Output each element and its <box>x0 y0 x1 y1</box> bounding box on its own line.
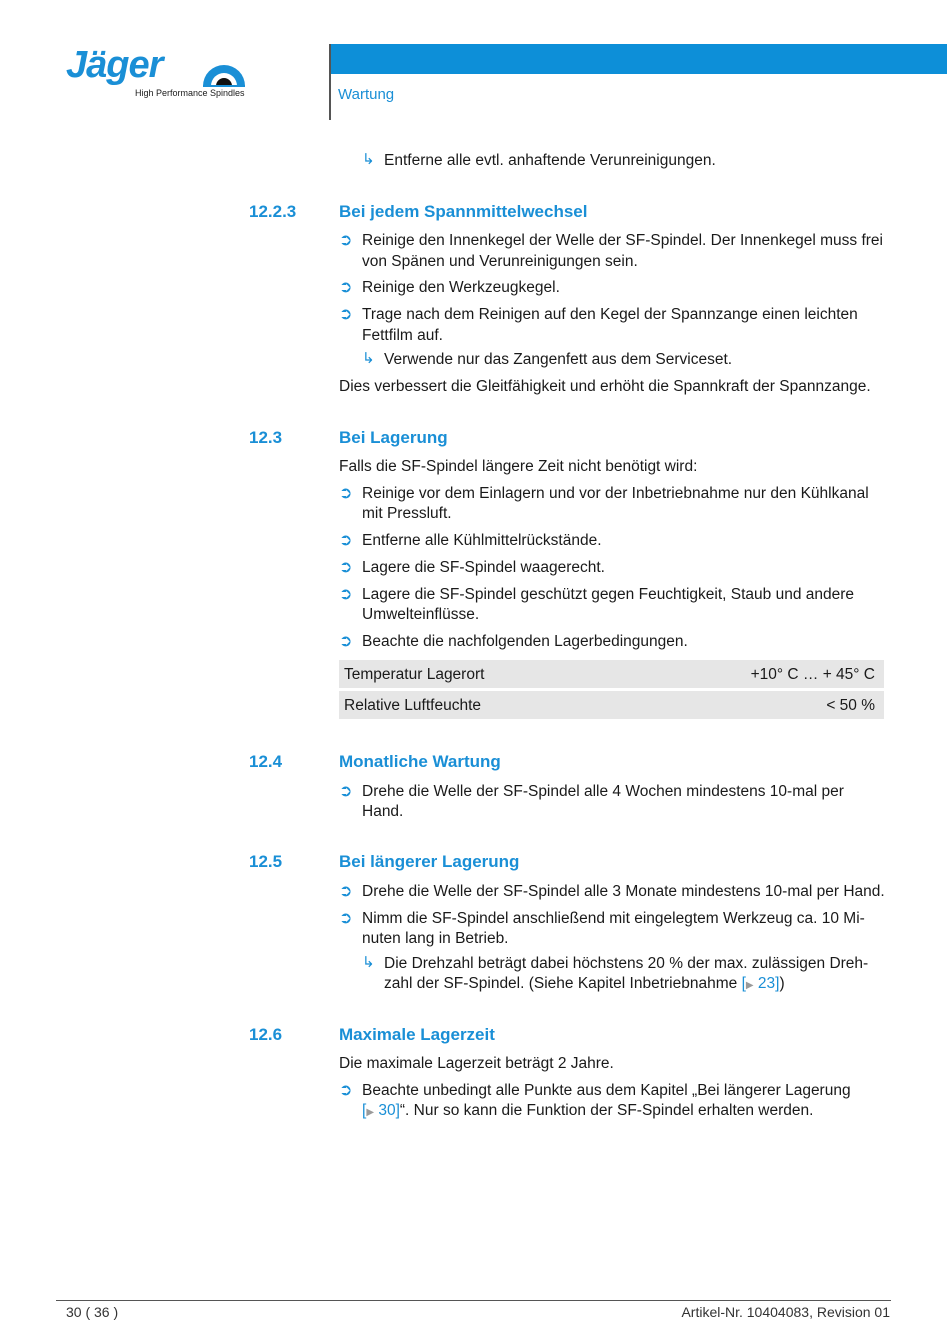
arrow-right-circle-icon: ➲ <box>339 586 353 603</box>
spindle-logo-icon <box>201 62 247 88</box>
step-text-segment: “. Nur so kann die Funktion der SF-Spindel erhalten werden. <box>399 1102 814 1119</box>
step-text: Lagere die SF-Spindel geschützt gegen Feuchtigkeit, Staub und andere <box>362 586 855 603</box>
section-number: 12.6 <box>249 1025 283 1044</box>
step-text <box>362 1100 813 1123</box>
section-number: 12.2.3 <box>249 202 297 221</box>
step-text: Drehe die Welle der SF-Spindel alle 4 Wochen mindestens 10-mal per <box>362 783 844 800</box>
step-text: Umwelteinflüsse. <box>362 606 480 623</box>
step-text: Lagere die SF-Spindel waagerecht. <box>362 559 605 576</box>
page-reference-number: 30 <box>378 1102 396 1119</box>
table-cell-value: +10° C … + 45° C <box>750 666 875 683</box>
step-text: von Spänen und Verunreinigungen sein. <box>362 253 638 270</box>
result-text: Entferne alle evtl. anhaftende Verunreinigungen. <box>384 152 716 169</box>
page-reference-number: 23 <box>757 975 776 992</box>
result-text-segment: ) <box>779 975 785 992</box>
result-arrow-icon: ↳ <box>362 350 375 367</box>
result-text-segment: zahl der SF-Spindel. (Siehe Kapitel Inbetriebnahme <box>384 975 742 992</box>
arrow-right-circle-icon: ➲ <box>339 1082 353 1099</box>
section-heading: Monatliche Wartung <box>339 752 501 771</box>
section-heading: Maximale Lagerzeit <box>339 1025 495 1044</box>
section-number: 12.5 <box>249 852 283 871</box>
section-heading: Bei längerer Lagerung <box>339 852 520 871</box>
brand-tagline: High Performance Spindles <box>135 88 245 98</box>
header-bar <box>331 44 947 74</box>
page-reference-link[interactable]: [▶ 23] <box>741 975 780 992</box>
step-text: Drehe die Welle der SF-Spindel alle 3 Monate mindestens 10-mal per Hand. <box>362 883 885 900</box>
step-text: Beachte unbedingt alle Punkte aus dem Kapitel „Bei längerer Lagerung <box>362 1082 851 1099</box>
step-text: Reinige den Innenkegel der Welle der SF-Spindel. Der Innenkegel muss frei <box>362 232 883 249</box>
step-text: Reinige den Werkzeugkegel. <box>362 279 560 296</box>
page-number: 30 ( 36 ) <box>66 1304 119 1320</box>
arrow-right-circle-icon: ➲ <box>339 306 353 323</box>
step-text: Hand. <box>362 803 404 820</box>
footer-divider <box>56 1300 891 1301</box>
section-heading: Bei jedem Spannmittelwechsel <box>339 202 588 221</box>
section-number: 12.3 <box>249 428 283 447</box>
arrow-right-circle-icon: ➲ <box>339 485 353 502</box>
table-cell-label: Relative Luftfeuchte <box>344 697 482 714</box>
note-text: Dies verbessert die Gleitfähigkeit und erhöht die Spannkraft der Spannzange. <box>339 378 871 395</box>
result-text <box>384 973 785 996</box>
table-cell-label: Temperatur Lagerort <box>344 666 485 683</box>
arrow-right-circle-icon: ➲ <box>339 633 353 650</box>
section-name: Wartung <box>338 86 395 103</box>
step-text: nuten lang in Betrieb. <box>362 930 509 947</box>
reference-triangle-icon: ▶ <box>745 980 754 991</box>
arrow-right-circle-icon: ➲ <box>339 910 353 927</box>
result-text: Die Drehzahl beträgt dabei höchstens 20 % der max. zulässigen Dreh- <box>384 955 869 972</box>
result-arrow-icon: ↳ <box>362 954 375 971</box>
page-reference-link[interactable]: [▶ 30] <box>362 1102 400 1119</box>
brand-name: Jäger <box>66 44 163 86</box>
arrow-right-circle-icon: ➲ <box>339 559 353 576</box>
arrow-right-circle-icon: ➲ <box>339 883 353 900</box>
step-text: Beachte die nachfolgenden Lagerbedingungen. <box>362 633 688 650</box>
arrow-right-circle-icon: ➲ <box>339 279 353 296</box>
table-row <box>339 660 884 688</box>
article-number: Artikel-Nr. 10404083, Revision 01 <box>681 1304 890 1320</box>
intro-text: Die maximale Lagerzeit beträgt 2 Jahre. <box>339 1055 614 1072</box>
step-text: Entferne alle Kühlmittelrückstände. <box>362 532 602 549</box>
table-row <box>339 691 884 719</box>
step-text: Reinige vor dem Einlagern und vor der Inbetriebnahme nur den Kühlkanal <box>362 485 869 502</box>
section-heading: Bei Lagerung <box>339 428 448 447</box>
step-text: Nimm die SF-Spindel anschließend mit eingelegtem Werkzeug ca. 10 Mi- <box>362 910 865 927</box>
step-text: Trage nach dem Reinigen auf den Kegel der Spannzange einen leichten <box>362 306 858 323</box>
table-cell-value: < 50 % <box>826 697 875 714</box>
intro-text: Falls die SF-Spindel längere Zeit nicht benötigt wird: <box>339 458 698 475</box>
section-number: 12.4 <box>249 752 283 771</box>
step-text: Fettfilm auf. <box>362 327 443 344</box>
result-text: Verwende nur das Zangenfett aus dem Serviceset. <box>384 351 733 368</box>
brand-logo <box>66 44 251 106</box>
arrow-right-circle-icon: ➲ <box>339 783 353 800</box>
arrow-right-circle-icon: ➲ <box>339 532 353 549</box>
reference-triangle-icon: ▶ <box>366 1107 375 1118</box>
arrow-right-circle-icon: ➲ <box>339 232 353 249</box>
step-text: mit Pressluft. <box>362 505 452 522</box>
result-arrow-icon: ↳ <box>362 151 375 168</box>
